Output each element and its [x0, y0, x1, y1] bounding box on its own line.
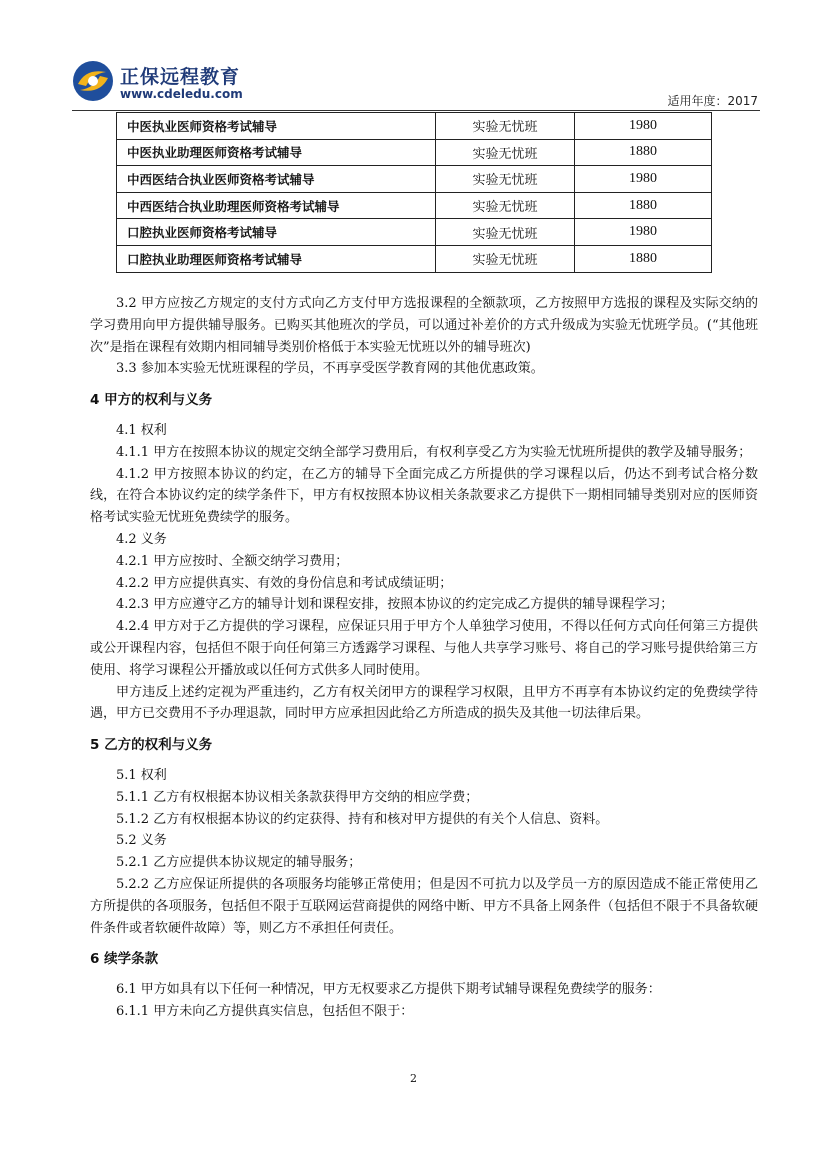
class-type: 实验无忧班 — [436, 139, 575, 166]
class-type: 实验无忧班 — [436, 192, 575, 219]
price: 1980 — [575, 166, 712, 193]
price: 1880 — [575, 139, 712, 166]
course-name: 口腔执业助理医师资格考试辅导 — [117, 245, 436, 272]
clause-5-2-2: 5.2.2 乙方应保证所提供的各项服务均能够正常使用；但是因不可抗力以及学员一方的原因造成不能正常使用乙方所提供的各项服务，包括但不限于互联网运营商提供的网络中断、甲方不具备上网条件（包括但不限于不具备软硬件条件或者软硬件故障）等，则乙方不承担任何责任。 — [90, 876, 758, 936]
table-row — [117, 113, 712, 140]
price: 1980 — [575, 219, 712, 246]
table-row — [117, 139, 712, 166]
course-name: 中西医结合执业医师资格考试辅导 — [117, 166, 436, 193]
clause-4-1-1: 4.1.1 甲方在按照本协议的规定交纳全部学习费用后，有权利享受乙方为实验无忧班所提供的教学及辅导服务； — [116, 444, 752, 460]
clause-4-1: 4.1 权利 — [116, 422, 167, 438]
breach-paragraph: 甲方违反上述约定视为严重违约，乙方有权关闭甲方的课程学习权限，且甲方不再享有本协议约定的免费续学待遇，甲方已交费用不予办理退款，同时甲方应承担因此给乙方所造成的损失及其他一切法律后果。 — [90, 684, 758, 722]
clause-6-1-1: 6.1.1 甲方未向乙方提供真实信息，包括但不限于： — [116, 1003, 414, 1019]
price: 1880 — [575, 245, 712, 272]
course-name: 中医执业助理医师资格考试辅导 — [117, 139, 436, 166]
table-row — [117, 192, 712, 219]
price: 1980 — [575, 113, 712, 140]
clause-4-2-3: 4.2.3 甲方应遵守乙方的辅导计划和课程安排，按照本协议的约定完成乙方提供的辅导课程学习； — [116, 597, 674, 613]
price: 1880 — [575, 192, 712, 219]
course-name: 中西医结合执业助理医师资格考试辅导 — [117, 192, 436, 219]
clause-4-2-1: 4.2.1 甲方应按时、全额交纳学习费用； — [116, 553, 349, 569]
clause-3-2: 3.2 甲方应按乙方规定的支付方式向乙方支付甲方选报课程的全额款项，乙方按照甲方选报的课程及实际交纳的学习费用向甲方提供辅导服务。已购买其他班次的学员，可以通过补差价的方式升级成为实验无忧班学员。(“其他班次”是指在课程有效期内相同辅导类别价格低于本实验无忧班以外的辅导班次) — [90, 296, 758, 355]
header-rule — [72, 110, 760, 111]
section-heading-6: 6 续学条款 — [90, 951, 159, 968]
table-row — [117, 166, 712, 193]
clause-5-2: 5.2 义务 — [116, 833, 167, 849]
clause-6-1: 6.1 甲方如具有以下任何一种情况，甲方无权要求乙方提供下期考试辅导课程免费续学的服务： — [116, 982, 661, 998]
brand-name: 正保远程教育 — [120, 66, 241, 88]
page-header — [72, 58, 760, 110]
clause-4-2-4: 4.2.4 甲方对于乙方提供的学习课程，应保证只用于甲方个人单独学习使用，不得以任何方式向任何第三方提供或公开课程内容，包括但不限于向任何第三方透露学习课程、与他人共享学习账号、将自己的学习账号提供给第三方使用、将学习课程公开播放或以任何方式供多人同时使用。 — [90, 619, 758, 678]
course-name: 口腔执业医师资格考试辅导 — [117, 219, 436, 246]
cdeledu-logo-icon — [72, 60, 114, 102]
class-type: 实验无忧班 — [436, 166, 575, 193]
class-type: 实验无忧班 — [436, 219, 575, 246]
clause-4-1-2: 4.1.2 甲方按照本协议的约定，在乙方的辅导下全面完成乙方所提供的学习课程以后，仍达不到考试合格分数线，在符合本协议约定的续学条件下，甲方有权按照本协议相关条款要求乙方提供下一期相同辅导类别对应的医师资格考试实验无忧班免费续学的服务。 — [90, 466, 758, 526]
clause-5-1-1: 5.1.1 乙方有权根据本协议相关条款获得甲方交纳的相应学费； — [116, 789, 479, 805]
table-row — [117, 245, 712, 272]
section-heading-4: 4 甲方的权利与义务 — [90, 392, 213, 409]
page-number: 2 — [410, 1072, 417, 1085]
course-name: 中医执业医师资格考试辅导 — [117, 113, 436, 140]
table-row — [117, 219, 712, 246]
clause-4-2-2: 4.2.2 甲方应提供真实、有效的身份信息和考试成绩证明； — [116, 575, 453, 591]
class-type: 实验无忧班 — [436, 245, 575, 272]
fee-table — [116, 112, 712, 273]
clause-5-1: 5.1 权利 — [116, 767, 167, 783]
brand-url: www.cdeledu.com — [120, 87, 243, 101]
year-label: 适用年度：2017 — [667, 94, 758, 108]
section-heading-5: 5 乙方的权利与义务 — [90, 737, 213, 754]
clause-5-2-1: 5.2.1 乙方应提供本协议规定的辅导服务； — [116, 855, 362, 871]
clause-3-3: 3.3 参加本实验无忧班课程的学员，不再享受医学教育网的其他优惠政策。 — [116, 361, 544, 377]
class-type: 实验无忧班 — [436, 113, 575, 140]
clause-4-2: 4.2 义务 — [116, 531, 167, 547]
clause-5-1-2: 5.1.2 乙方有权根据本协议的约定获得、持有和核对甲方提供的有关个人信息、资料。 — [116, 811, 609, 827]
agreement-body — [90, 293, 758, 1023]
